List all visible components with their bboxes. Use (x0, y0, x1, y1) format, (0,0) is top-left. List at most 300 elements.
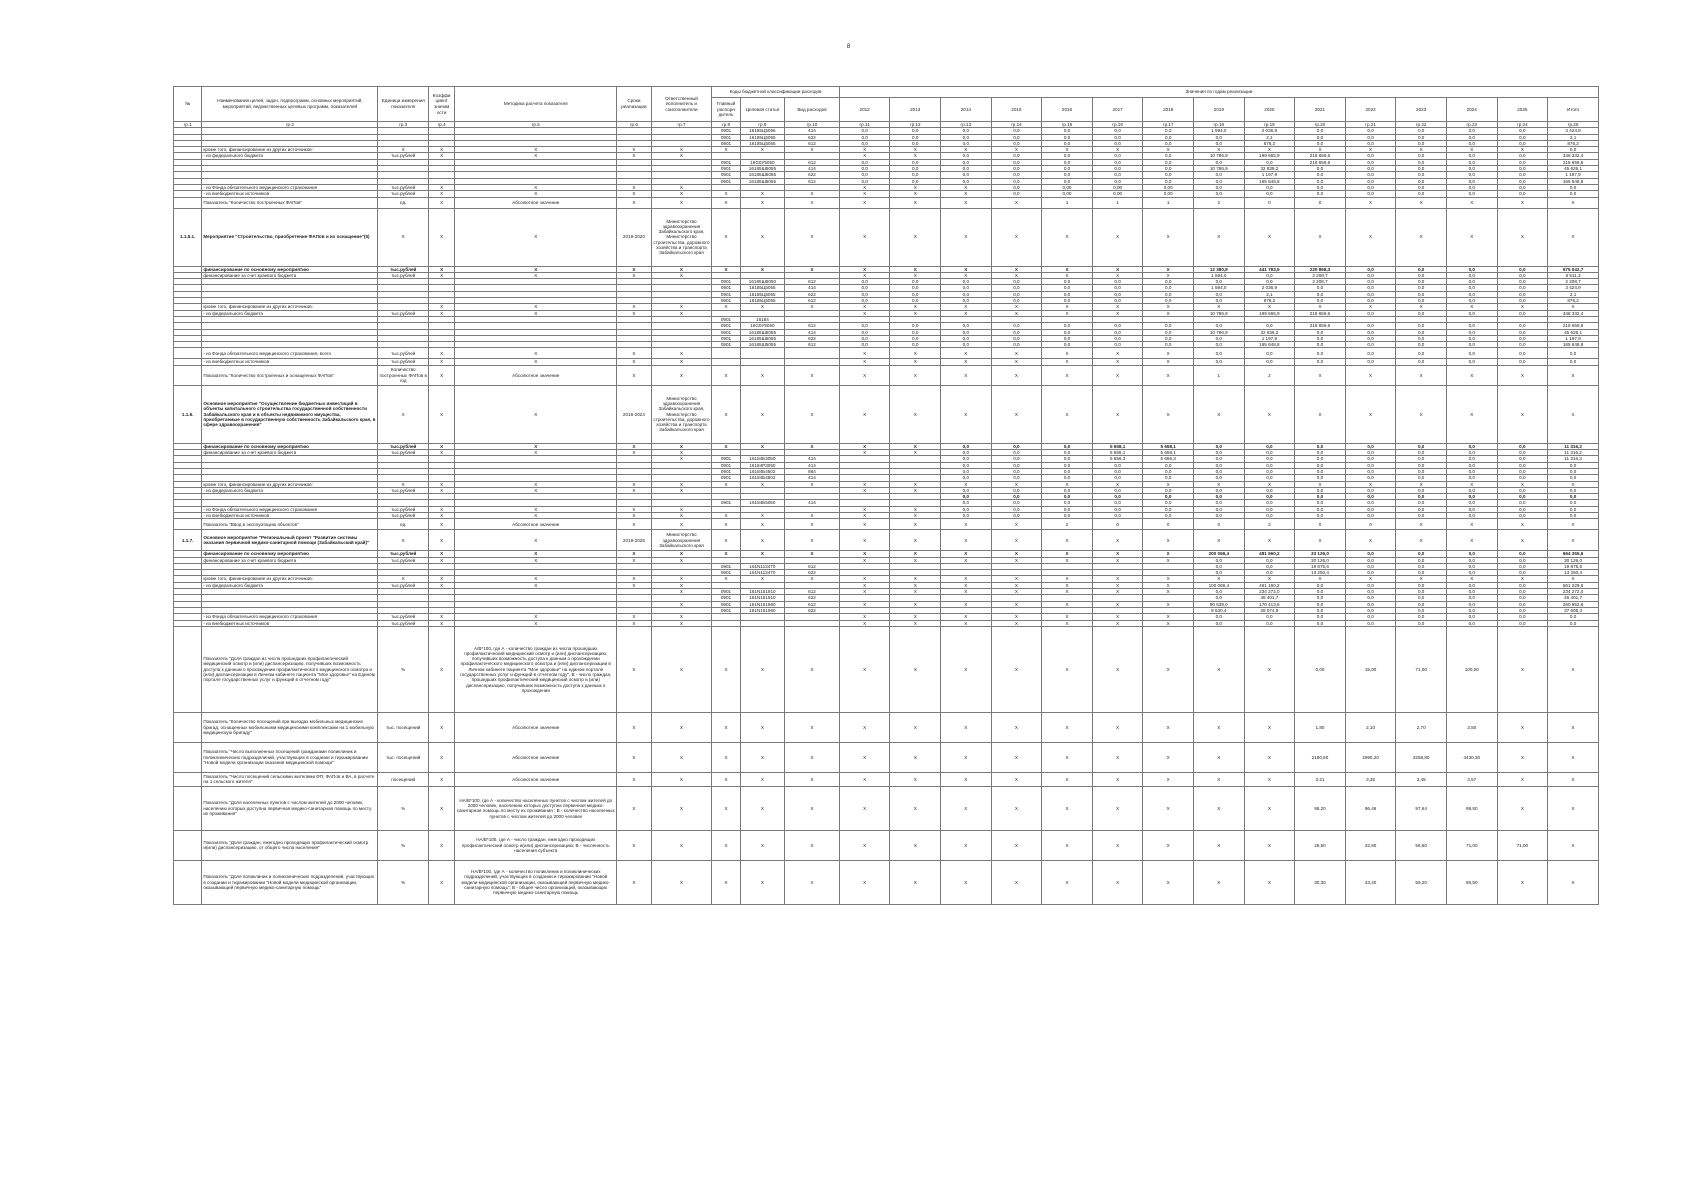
table-cell: 0,0 (1194, 359, 1245, 365)
table-cell: 0,0 (1396, 285, 1447, 291)
table-cell: 612 (785, 323, 840, 329)
table-cell: 2 (1042, 519, 1093, 530)
table-cell: 0901 (712, 178, 740, 184)
table-cell: 0,0 (1194, 140, 1245, 146)
header-year: 2024 (1446, 98, 1497, 122)
table-cell: Х (455, 359, 617, 365)
table-cell: 0,0 (1143, 298, 1194, 304)
table-cell: 1 197,9 (1244, 172, 1295, 178)
table-cell: Х (1345, 147, 1396, 153)
table-cell: 0,0 (1295, 191, 1346, 197)
table-cell: 0,0 (1446, 266, 1497, 272)
table-cell: 0,0 (1194, 323, 1245, 329)
table-cell: 0,0 (991, 291, 1042, 297)
table-cell: финансирование по основному мероприятию (202, 266, 378, 272)
table-cell: Х (617, 348, 651, 359)
table-cell: Х (1548, 365, 1599, 385)
table-cell: Х (991, 272, 1042, 278)
table-cell: 16185Ш5055 (740, 172, 785, 178)
table-cell: Х (991, 481, 1042, 487)
header-year: 2023 (1396, 98, 1447, 122)
table-cell: Х (1042, 772, 1093, 786)
table-cell: Х (1497, 365, 1548, 385)
table-cell: тыс.рублей (378, 310, 429, 316)
table-cell: 0,0 (1396, 468, 1447, 474)
table-cell: 0,0 (1497, 178, 1548, 184)
table-cell: Х (651, 601, 712, 607)
table-cell: 0,0 (991, 494, 1042, 500)
table-cell: 0,0 (1446, 570, 1497, 576)
table-cell: тыс.рублей (378, 443, 429, 449)
table-cell: Х (991, 742, 1042, 772)
table-cell: 0,0 (1345, 468, 1396, 474)
table-cell: 25,50 (1295, 830, 1346, 860)
table-cell: Х (1497, 772, 1548, 786)
table-cell: - из федерального бюджета (202, 582, 378, 588)
table-cell: 0,0 (1244, 614, 1295, 620)
table-cell: Х (712, 860, 740, 904)
table-cell: тыс.рублей (378, 191, 429, 197)
table-cell: 9 530,4 (1194, 607, 1245, 613)
table-cell: 0,0 (1345, 506, 1396, 512)
table-cell: Х (617, 620, 651, 626)
table-cell: Х (429, 184, 455, 190)
table-cell: 0,0 (1345, 595, 1396, 601)
table-cell: 0,0 (1295, 134, 1346, 140)
table-cell: 0,0 (1295, 298, 1346, 304)
table-cell: 0,0 (1042, 128, 1093, 134)
table-cell: Х (712, 147, 740, 153)
table-cell: 0,0 (1295, 128, 1346, 134)
table-cell: 0,0 (1143, 342, 1194, 348)
table-cell: Х (1497, 712, 1548, 742)
table-cell: 0,0 (991, 335, 1042, 341)
table-cell: Х (1497, 385, 1548, 443)
table-cell: Х (785, 860, 840, 904)
table-cell: 0 (1143, 519, 1194, 530)
table-cell: посещений (378, 772, 429, 786)
table-cell: 0,0 (1092, 159, 1143, 165)
table-cell: Х (1143, 772, 1194, 786)
table-cell: 199 665,9 (1244, 153, 1295, 159)
table-cell: 622 (785, 595, 840, 601)
table-cell: 10 786,9 (1194, 310, 1245, 316)
table-cell: Х (890, 557, 941, 563)
table-cell: Х (890, 481, 941, 487)
table-cell: Х (1092, 860, 1143, 904)
table-cell: Абсолютное значение (455, 742, 617, 772)
table-cell: Х (1092, 530, 1143, 551)
table-cell: 0,0 (1092, 166, 1143, 172)
table-cell: Х (651, 551, 712, 557)
table-cell: Х (1396, 304, 1447, 310)
table-cell: 0,0 (1092, 475, 1143, 481)
table-cell: Х (429, 272, 455, 278)
table-cell: Х (1548, 385, 1599, 443)
table-cell: 200 069,4 (1194, 551, 1245, 557)
table-cell: 0901 (712, 298, 740, 304)
table-cell: 0,0 (1497, 342, 1548, 348)
table-cell: 0,0 (839, 159, 890, 165)
table-cell: Х (991, 589, 1042, 595)
table-cell: Х (1396, 385, 1447, 443)
table-cell: Х (455, 348, 617, 359)
table-cell: тыс.рублей (378, 359, 429, 365)
table-cell: 3,21 (1295, 772, 1346, 786)
table-cell: 234 272,0 (1548, 589, 1599, 595)
table-cell: Х (1092, 365, 1143, 385)
table-cell: 19 875,6 (1295, 563, 1346, 569)
table-cell: 0,0 (1143, 323, 1194, 329)
table-cell: Х (429, 620, 455, 626)
table-cell: тыс. посещений (378, 742, 429, 772)
table-cell: Х (941, 551, 992, 557)
header-method: Методика расчета показателя (455, 87, 617, 122)
table-cell: 0,0 (1194, 335, 1245, 341)
table-cell: Х (1092, 589, 1143, 595)
table-cell: 0,0 (1143, 500, 1194, 506)
header-year: 2018 (1143, 98, 1194, 122)
table-cell: 1 (1092, 197, 1143, 208)
table-cell: 0,0 (890, 172, 941, 178)
table-cell: Х (740, 208, 785, 266)
table-cell: Х (712, 786, 740, 830)
table-cell: Х (651, 487, 712, 493)
table-cell: Х (1042, 620, 1093, 626)
table-cell: 0,0 (1396, 443, 1447, 449)
table-cell: Х (991, 601, 1042, 607)
table-cell: тыс.рублей (378, 582, 429, 588)
table-cell: Министерство здравоохранения Забайкальского края (651, 530, 712, 551)
table-cell: Х (839, 772, 890, 786)
table-cell: 612 (785, 140, 840, 146)
table-cell: Х (1194, 712, 1245, 742)
table-cell: Х (785, 304, 840, 310)
table-cell: 0,0 (1396, 310, 1447, 316)
table-cell: 0,0 (1345, 582, 1396, 588)
table-cell: 0,0 (941, 468, 992, 474)
column-number: гр.11 (839, 122, 890, 128)
table-cell: Х (1244, 208, 1295, 266)
column-number: гр.10 (785, 122, 840, 128)
table-cell: Х (651, 712, 712, 742)
table-cell: Х (1042, 310, 1093, 316)
table-cell: 16185Ц5055 (740, 285, 785, 291)
table-cell: 0,0 (1396, 128, 1447, 134)
table-cell: Х (839, 742, 890, 772)
table-cell: 0,0 (1446, 329, 1497, 335)
table-cell: 0,0 (839, 323, 890, 329)
table-cell: 0,0 (1497, 601, 1548, 607)
table-cell: Х (1345, 208, 1396, 266)
table-cell: 612 (785, 601, 840, 607)
table-cell: 0,0 (1396, 298, 1447, 304)
table-cell: 0901 (712, 570, 740, 576)
table-cell: 561 229,6 (1548, 582, 1599, 588)
table-cell: 0,0 (1295, 348, 1346, 359)
table-cell: 0,0 (1194, 342, 1245, 348)
table-cell: Х (991, 208, 1042, 266)
table-cell: 12 380,9 (1194, 266, 1245, 272)
table-cell: Х (1446, 147, 1497, 153)
table-cell: Х (1548, 576, 1599, 582)
table-cell: 161N151910 (740, 589, 785, 595)
table-cell: Х (991, 147, 1042, 153)
table-cell: 0,0 (1092, 468, 1143, 474)
table-cell: Х (839, 310, 890, 316)
table-cell: Х (712, 712, 740, 742)
table-cell: 95,20 (1295, 786, 1346, 830)
table-cell: 0,0 (1446, 557, 1497, 563)
table-row (174, 197, 1599, 208)
table-cell: Х (1042, 786, 1093, 830)
table-cell: 0,0 (941, 500, 992, 506)
table-cell: 0,0 (1446, 456, 1497, 462)
table-cell: 0,0 (941, 475, 992, 481)
table-cell: 414 (785, 500, 840, 506)
table-cell: Х (1143, 310, 1194, 316)
table-cell: 0,0 (1446, 512, 1497, 518)
table-cell: Х (617, 772, 651, 786)
table-cell: 0,0 (1548, 620, 1599, 626)
table-cell: 0,0 (1497, 184, 1548, 190)
table-cell: Х (651, 272, 712, 278)
table-cell: Х (1497, 481, 1548, 487)
table-cell: 0,0 (1497, 468, 1548, 474)
table-cell: Х (651, 197, 712, 208)
table-cell: Х (839, 582, 890, 588)
table-cell: 45 626,1 (1548, 329, 1599, 335)
table-cell: Х (839, 506, 890, 512)
table-cell (712, 348, 740, 359)
table-cell: 0,0 (1345, 172, 1396, 178)
table-cell: Х (839, 551, 890, 557)
table-cell: Х (785, 208, 840, 266)
table-cell: Х (712, 385, 740, 443)
table-cell: Основное мероприятие "Осуществление бюджетных инвестиций в объекты капитального строительства государственной собственности Забайкальского края и в объекты недвижимого имущества, приобретаемые в государственную собственность Забайкальского края, в сфере здравоохранения" (202, 385, 378, 443)
header-year: 2022 (1345, 98, 1396, 122)
table-cell: 0,0 (1092, 494, 1143, 500)
column-number: гр.3 (378, 122, 429, 128)
table-cell: 0,0 (1194, 589, 1245, 595)
table-cell: 0,0 (1497, 310, 1548, 316)
table-cell: Х (1143, 860, 1194, 904)
column-number: гр.24 (1497, 122, 1548, 128)
table-cell: Х (890, 742, 941, 772)
table-cell: 0,0 (1497, 279, 1548, 285)
table-cell: Х (429, 348, 455, 359)
table-cell: 0,0 (1548, 184, 1599, 190)
table-cell: 0,0 (1446, 450, 1497, 456)
table-cell: 0,0 (1042, 291, 1093, 297)
table-cell: 1 197,9 (1548, 335, 1599, 341)
table-cell: Х (941, 481, 992, 487)
table-cell: Х (651, 191, 712, 197)
table-cell: - из федерального бюджета (202, 153, 378, 159)
table-cell: Х (890, 582, 941, 588)
table-cell: 0,0 (1042, 285, 1093, 291)
table-cell: 0,0 (1497, 570, 1548, 576)
table-cell: 0,0 (1194, 614, 1245, 620)
table-cell: 0901 (712, 607, 740, 613)
table-cell: Х (651, 310, 712, 316)
table-cell: 2 036,9 (1244, 128, 1295, 134)
table-cell: кроме того, финансирование из других источников: (202, 147, 378, 153)
table-cell: Х (941, 365, 992, 385)
table-cell: 0,0 (1194, 570, 1245, 576)
table-cell: 10 786,9 (1194, 329, 1245, 335)
table-cell: Х (1548, 519, 1599, 530)
table-cell: Х (429, 487, 455, 493)
table-cell: Х (1244, 530, 1295, 551)
table-cell: 0901 (712, 134, 740, 140)
table-cell: 0,0 (1143, 335, 1194, 341)
table-cell: Х (651, 456, 712, 462)
table-cell: 0,00 (1092, 184, 1143, 190)
table-cell: 0,0 (991, 298, 1042, 304)
table-cell: Х (651, 153, 712, 159)
table-cell: 0,0 (1143, 291, 1194, 297)
table-cell: Х (1143, 742, 1194, 772)
header-year: 2025 (1497, 98, 1548, 122)
table-cell: Х (1548, 860, 1599, 904)
table-cell: 0,0 (1042, 329, 1093, 335)
table-cell: 0,0 (1497, 512, 1548, 518)
table-cell: 0,0 (1396, 140, 1447, 146)
column-number: гр.22 (1396, 122, 1447, 128)
table-cell: 0,0 (1345, 512, 1396, 518)
table-cell: 0,0 (941, 456, 992, 462)
table-cell: Х (1295, 147, 1346, 153)
table-cell: Х (1042, 589, 1093, 595)
table-cell (174, 742, 202, 772)
table-cell: Х (617, 191, 651, 197)
table-cell: Х (839, 530, 890, 551)
table-cell: - из Фонда обязательного медицинского страхования (202, 614, 378, 620)
table-cell: 0,0 (1548, 487, 1599, 493)
table-cell: Х (890, 385, 941, 443)
table-cell: Х (1548, 481, 1599, 487)
table-cell: 43,40 (1345, 860, 1396, 904)
table-cell: Х (839, 197, 890, 208)
table-cell: Х (785, 772, 840, 786)
table-cell: Х (1548, 530, 1599, 551)
table-cell: Х (1042, 208, 1093, 266)
table-cell: Х (429, 530, 455, 551)
table-cell: финансирование за счет краевого бюджета (202, 272, 378, 278)
table-cell: Х (941, 626, 992, 712)
table-cell: Х (1143, 786, 1194, 830)
table-cell: 0,0 (1497, 506, 1548, 512)
table-cell: 0,0 (1143, 166, 1194, 172)
table-cell: 10 786,9 (1194, 153, 1245, 159)
table-cell: Х (1092, 348, 1143, 359)
table-cell: 2,1 (1548, 291, 1599, 297)
table-cell: Х (617, 786, 651, 830)
table-cell: 0,0 (890, 298, 941, 304)
table-cell: 16185Ш5055 (740, 335, 785, 341)
table-cell: - из федерального бюджета (202, 310, 378, 316)
table-cell: 0,0 (1497, 348, 1548, 359)
table-cell: Х (941, 712, 992, 742)
table-cell: Х (617, 147, 651, 153)
header-year: 2016 (1042, 98, 1093, 122)
table-cell: 0,0 (1497, 266, 1548, 272)
table-cell: 161N151910 (740, 595, 785, 601)
table-cell: Х (1497, 860, 1548, 904)
table-cell: Х (651, 786, 712, 830)
table-cell: 0,0 (1446, 551, 1497, 557)
table-cell: Х (890, 519, 941, 530)
table-cell: 0,0 (1396, 570, 1447, 576)
program-table-wrapper (173, 86, 1599, 905)
table-cell: 3,48 (1396, 772, 1447, 786)
table-cell: 414 (785, 128, 840, 134)
table-cell: 0,0 (839, 134, 890, 140)
table-cell: 19 875,6 (1548, 563, 1599, 569)
table-cell: 0,0 (1497, 140, 1548, 146)
table-cell: 0,0 (991, 279, 1042, 285)
table-cell: 0,0 (1143, 506, 1194, 512)
table-cell: Х (617, 197, 651, 208)
table-cell: 218 659,6 (1548, 159, 1599, 165)
table-cell: НА/В*100, где А - число граждан, ежегодно проходящих профилактический осмотр и(или) диспансеризацию; В - численность населения субъекта (455, 830, 617, 860)
table-cell: 0,0 (1042, 178, 1093, 184)
table-cell: Х (1446, 365, 1497, 385)
table-cell: 0,0 (1244, 557, 1295, 563)
table-cell: 1,80 (1295, 712, 1346, 742)
table-cell: Абсолютное значение (455, 712, 617, 742)
table-cell: Х (712, 772, 740, 786)
table-cell: 0,0 (1345, 348, 1396, 359)
table-cell: 0,0 (1345, 475, 1396, 481)
table-cell: Х (1345, 197, 1396, 208)
table-cell: 3 424,9 (1548, 128, 1599, 134)
table-cell: 0,0 (1345, 323, 1396, 329)
table-cell: Х (1396, 519, 1447, 530)
table-cell: Х (1042, 830, 1093, 860)
table-cell: Х (991, 772, 1042, 786)
table-cell: Х (617, 512, 651, 518)
table-cell: 0,0 (1092, 329, 1143, 335)
table-cell: Х (651, 512, 712, 518)
column-number: гр.20 (1295, 122, 1346, 128)
table-cell: Х (455, 551, 617, 557)
table-cell: 0,0 (1396, 607, 1447, 613)
table-cell: 0,00 (1295, 626, 1346, 712)
table-cell: 0,0 (1396, 589, 1447, 595)
header-year: 2021 (1295, 98, 1346, 122)
table-cell: 11 316,2 (1548, 443, 1599, 449)
table-cell: 0,0 (1295, 506, 1346, 512)
table-cell: 0,0 (1446, 620, 1497, 626)
table-cell (174, 197, 202, 208)
table-cell: Х (429, 772, 455, 786)
table-cell: Х (890, 272, 941, 278)
table-cell: 0,0 (1396, 551, 1447, 557)
table-cell (174, 786, 202, 830)
table-cell: Х (455, 614, 617, 620)
table-cell: Х (1548, 712, 1599, 742)
table-cell: 1 197,9 (1548, 172, 1599, 178)
table-cell: 0,0 (1092, 512, 1143, 518)
table-cell: 1 197,9 (1244, 335, 1295, 341)
table-cell: Х (1092, 576, 1143, 582)
table-cell: 675 042,7 (1548, 266, 1599, 272)
column-number: гр.25 (1548, 122, 1599, 128)
table-cell: 161N113470 (740, 563, 785, 569)
table-cell: Х (1092, 830, 1143, 860)
